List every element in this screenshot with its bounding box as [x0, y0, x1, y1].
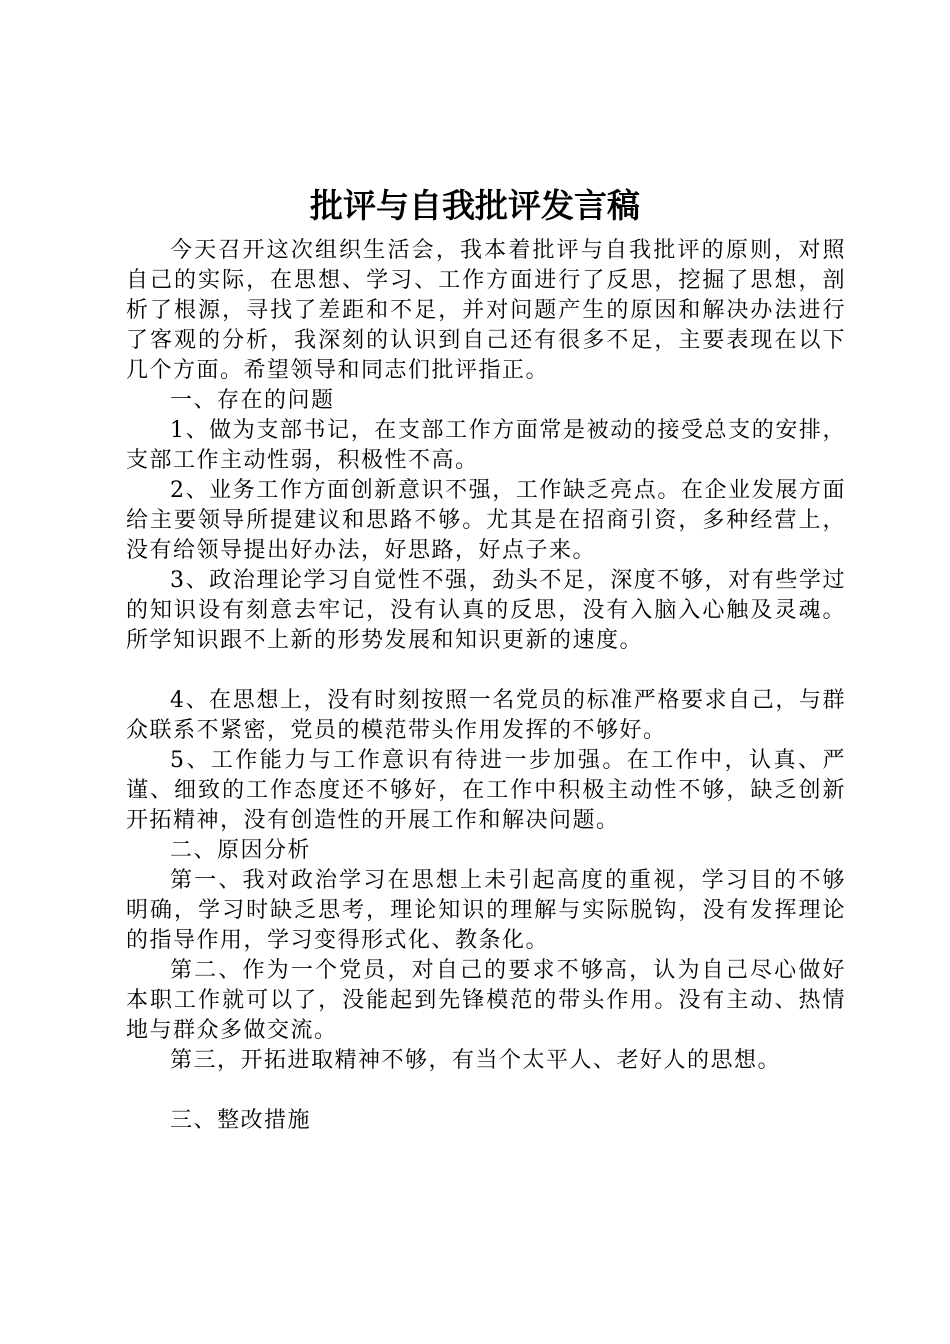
- paragraph-intro: 今天召开这次组织生活会，我本着批评与自我批评的原则，对照自己的实际，在思想、学习、工作方面进行了反思，挖掘了思想，剖析了根源，寻找了差距和不足，并对问题产生的原因和解决办法进行了客观的分析，我深刻的认识到自己还有很多不足，主要表现在以下几个方面。希望领导和同志们批评指正。: [126, 238, 846, 383]
- section-heading-problems: 一、存在的问题: [170, 388, 335, 413]
- paragraph-problem-5: 5、工作能力与工作意识有待进一步加强。在工作中，认真、严谨、细致的工作态度还不够好，在工作中积极主动性不够，缺乏创新开拓精神，没有创造性的开展工作和解决问题。: [126, 748, 846, 833]
- paragraph-problem-4: 4、在思想上，没有时刻按照一名党员的标准严格要求自己，与群众联系不紧密，党员的模范带头作用发挥的不够好。: [126, 688, 846, 743]
- blank-line: [126, 656, 846, 686]
- section-heading-measures: 三、整改措施: [170, 1108, 312, 1133]
- blank-line: [126, 1076, 846, 1106]
- paragraph-problem-1: 1、做为支部书记，在支部工作方面常是被动的接受总支的安排，支部工作主动性弱，积极性不高。: [126, 418, 846, 473]
- paragraph-cause-2: 第二、作为一个党员，对自己的要求不够高，认为自己尽心做好本职工作就可以了，没能起到先锋模范的带头作用。没有主动、热情地与群众多做交流。: [126, 958, 846, 1043]
- paragraph-problem-3: 3、政治理论学习自觉性不强，劲头不足，深度不够，对有些学过的知识设有刻意去牢记，没有认真的反思，没有入脑入心触及灵魂。所学知识跟不上新的形势发展和知识更新的速度。: [126, 568, 846, 653]
- paragraph-cause-1: 第一、我对政治学习在思想上未引起高度的重视，学习目的不够明确，学习时缺乏思考，理论知识的理解与实际脱钩，没有发挥理论的指导作用，学习变得形式化、教条化。: [126, 868, 846, 953]
- paragraph-problem-2: 2、业务工作方面创新意识不强，工作缺乏亮点。在企业发展方面给主要领导所提建议和思路不够。尤其是在招商引资，多种经营上，没有给领导提出好办法，好思路，好点子来。: [126, 478, 846, 563]
- paragraph-cause-3: 第三，开拓进取精神不够，有当个太平人、老好人的思想。: [170, 1048, 782, 1073]
- section-heading-causes: 二、原因分析: [170, 838, 312, 863]
- document-title: 批评与自我批评发言稿: [310, 186, 640, 225]
- document-body: [126, 236, 846, 1136]
